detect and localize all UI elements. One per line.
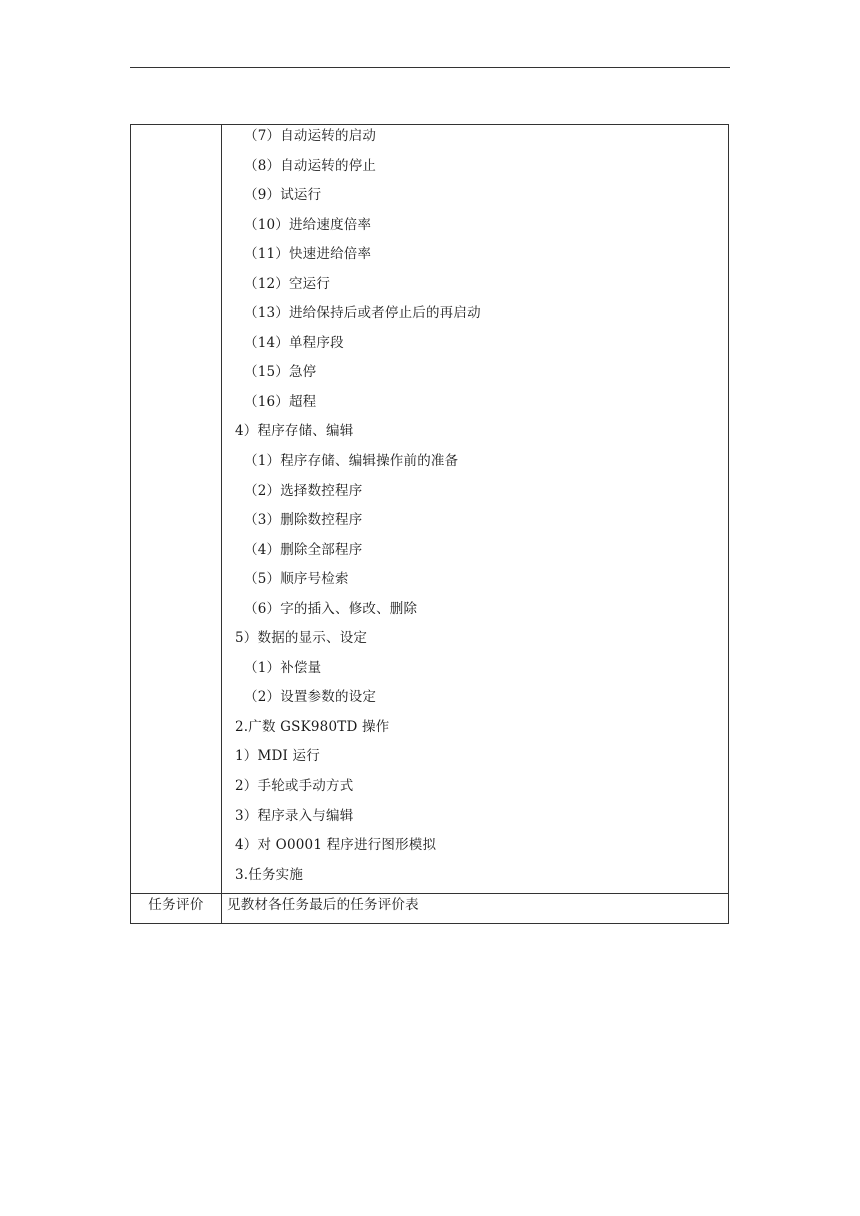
content-line: （5）顺序号检索 — [244, 571, 349, 588]
evaluation-label-cell — [131, 894, 222, 924]
content-label-cell — [131, 125, 222, 894]
content-line: （13）进给保持后或者停止后的再启动 — [244, 305, 481, 322]
content-line: （7）自动运转的启动 — [244, 128, 377, 144]
content-line: 5）数据的显示、设定 — [235, 630, 368, 647]
content-line: （12）空运行 — [244, 275, 331, 292]
content-line: （3）删除数控程序 — [244, 512, 363, 529]
content-cell — [222, 125, 729, 894]
content-line: 4）程序存储、编辑 — [235, 423, 354, 440]
header-rule — [130, 67, 730, 68]
evaluation-text-cell — [222, 894, 729, 924]
content-line: （16）超程 — [244, 393, 317, 410]
content-line: （9）试运行 — [244, 187, 322, 204]
content-line: （1）程序存储、编辑操作前的准备 — [244, 453, 459, 470]
content-row — [131, 125, 729, 894]
content-line: （15）急停 — [244, 364, 317, 381]
content-line: 4）对 O0001 程序进行图形模拟 — [235, 837, 437, 854]
content-line: 3.任务实施 — [235, 866, 304, 883]
content-line: （2）选择数控程序 — [244, 482, 363, 499]
content-line: （11）快速进给倍率 — [244, 246, 372, 263]
evaluation-label: 任务评价 — [148, 897, 204, 914]
content-line: 2）手轮或手动方式 — [235, 778, 354, 795]
task-table — [130, 124, 729, 924]
content-line: （1）补偿量 — [244, 659, 322, 676]
content-line: 1）MDI 运行 — [235, 748, 320, 765]
content-lines — [222, 125, 728, 893]
content-line: （8）自动运转的停止 — [244, 157, 377, 174]
content-line: 2.广数 GSK980TD 操作 — [235, 718, 390, 735]
content-line: 3）程序录入与编辑 — [235, 807, 354, 824]
content-line: （2）设置参数的设定 — [244, 689, 377, 706]
content-line: （14）单程序段 — [244, 334, 344, 351]
evaluation-row — [131, 894, 729, 924]
evaluation-text: 见教材各任务最后的任务评价表 — [227, 897, 419, 914]
content-line: （4）删除全部程序 — [244, 541, 363, 558]
content-line: （10）进给速度倍率 — [244, 216, 372, 233]
content-line: （6）字的插入、修改、删除 — [244, 600, 418, 617]
